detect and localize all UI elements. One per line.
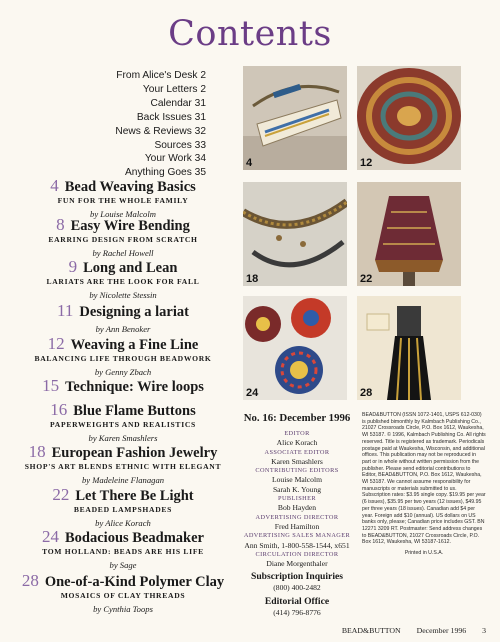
article-subtitle: EARRING DESIGN FROM SCRATCH <box>48 235 198 244</box>
article-entry[interactable] <box>12 377 234 396</box>
masthead-name: Karen Smashlers <box>271 456 323 466</box>
article-heading <box>12 258 234 277</box>
article-subtitle: LARIATS ARE THE LOOK FOR FALL <box>46 277 200 286</box>
article-number: 28 <box>21 571 39 590</box>
article-number: 22 <box>52 485 70 504</box>
masthead-name: Louise Malcolm <box>272 475 322 485</box>
subscription-phone[interactable]: (800) 400-2482 <box>273 583 321 593</box>
toc-page: 34 <box>194 153 206 165</box>
masthead <box>238 412 356 617</box>
article-title: Weaving a Fine Line <box>70 337 199 353</box>
article-subtitle: BEADED LAMPSHADES <box>73 505 173 514</box>
page-title: Contents <box>168 14 332 54</box>
article-number: 15 <box>42 376 60 395</box>
polymer-clay-tassel-photo[interactable] <box>357 296 461 400</box>
toc-label: Calendar <box>150 97 192 109</box>
article-number: 4 <box>50 176 59 195</box>
masthead-role: ADVERTISING SALES MANAGER <box>243 532 351 540</box>
article-number: 9 <box>68 257 78 276</box>
article-title: Technique: Wire loops <box>65 379 204 395</box>
masthead-name: Sarah K. Young <box>272 484 322 494</box>
departments-list <box>74 69 206 180</box>
toc-label: Your Work <box>144 153 192 165</box>
toc-item[interactable] <box>74 139 206 153</box>
masthead-role: PUBLISHER <box>278 495 316 503</box>
toc-label: Sources <box>154 139 192 151</box>
article-byline: by Louise Malcolm <box>90 209 156 219</box>
article-heading <box>12 443 234 462</box>
toc-item[interactable] <box>74 83 206 97</box>
toc-page: 32 <box>194 125 206 137</box>
toc-item[interactable] <box>74 69 206 83</box>
article-number: 16 <box>50 400 68 419</box>
article-entry[interactable] <box>12 401 234 444</box>
toc-page: 2 <box>200 70 206 81</box>
editorial-office-label: Editorial Office <box>264 595 330 607</box>
article-byline: by Ann Benoker <box>95 324 151 334</box>
toc-label: From Alice's Desk <box>116 70 198 81</box>
article-title: Long and Lean <box>83 260 178 276</box>
footer-magazine: BEAD&BUTTON <box>341 626 401 635</box>
issue-label: No. 16: December 1996 <box>243 412 351 424</box>
article-heading <box>12 401 234 420</box>
beaded-necklace-photo[interactable] <box>243 182 347 286</box>
masthead-role: CIRCULATION DIRECTOR <box>255 550 339 558</box>
toc-item[interactable] <box>74 125 206 139</box>
article-byline: by Madeleine Flanagan <box>81 475 165 485</box>
photo-page-number: 22 <box>360 273 373 285</box>
article-number: 18 <box>28 442 46 461</box>
article-heading <box>12 528 234 547</box>
article-subtitle: SHOP'S ART BLENDS ETHNIC WITH ELEGANT <box>24 462 222 471</box>
masthead-name: Diane Morgenthaler <box>266 559 328 569</box>
legal-notice <box>362 412 486 557</box>
photo-page-number: 12 <box>360 157 373 169</box>
masthead-name: Fred Hamilton <box>274 521 320 531</box>
article-title: Let There Be Light <box>75 488 194 504</box>
article-title: European Fashion Jewelry <box>51 445 218 461</box>
subscription-label: Subscription Inquiries <box>251 571 343 583</box>
article-byline: by Karen Smashlers <box>88 433 158 443</box>
article-number: 11 <box>57 301 74 320</box>
article-heading <box>12 486 234 505</box>
article-entry[interactable] <box>12 528 234 571</box>
masthead-name: Ann Smith, 1-800-558-1544, x651 <box>244 540 350 550</box>
photo-page-number: 28 <box>360 387 373 399</box>
article-entry[interactable] <box>12 443 234 486</box>
article-title: Blue Flame Buttons <box>73 403 196 419</box>
toc-page: 35 <box>194 167 206 179</box>
article-heading <box>12 302 234 321</box>
footer-page-number: 3 <box>482 626 486 635</box>
article-title: Bodacious Beadmaker <box>65 530 204 546</box>
article-byline: by Sage <box>109 560 137 570</box>
masthead-name: Alice Korach <box>276 438 318 448</box>
toc-page: 31 <box>194 111 206 123</box>
toc-label: Back Issues <box>136 111 192 123</box>
toc-item[interactable] <box>74 152 206 166</box>
article-subtitle: TOM HOLLAND: BEADS ARE HIS LIFE <box>42 547 204 556</box>
article-title: Bead Weaving Basics <box>64 179 196 195</box>
article-heading <box>12 177 234 196</box>
article-heading <box>12 572 234 591</box>
bead-loom-photo[interactable] <box>243 66 347 170</box>
article-byline: by Alice Korach <box>95 518 151 528</box>
article-entry[interactable] <box>12 302 234 335</box>
article-byline: by Nicolette Stessin <box>89 290 157 300</box>
toc-label: Anything Goes <box>124 167 192 179</box>
article-title: Easy Wire Bending <box>70 218 190 234</box>
masthead-role: ADVERTISING DIRECTOR <box>255 513 339 521</box>
legal-text: BEAD&BUTTON (ISSN 1072-1401, USPS 612-030) is published bimonthly by Kalmbach Publishing Co., 21027 Crossroads Circle, P.O. Box 1612, Waukesha, WI 53187. © 1996, Kalmbach Publishing Co. All rights reserved. Title is registered as trademark. Periodicals postage paid at Waukesha, Wisconsin, and additional offices. This publication may not be reproduced in part or in whole without written permission from the publisher. Please send editorial contributions to Editor, BEAD&BUTTON, P.O. Box 1612, Waukesha, WI 53187. We cannot assume responsibility for manuscripts or materials submitted to us. Subscription rates: $3.95 single copy. $19.95 per year (6 issues), $35.95 per two years (12 issues), $49.95 per three years (18 issues). Canadian add $4 per year. Foreign add $10 (annual). US dollars on US banks only, please; Canadian price includes GST. BN 12271 3209 RT. Postmaster: Send address changes to BEAD&BUTTON, 21027 Crossroads Circle, P.O. Box 1612, Waukesha, WI 53187-1612. <box>362 412 486 546</box>
footer-date: December 1996 <box>416 626 467 635</box>
photo-page-number: 18 <box>246 273 259 285</box>
article-byline: by Genny Zbach <box>94 367 152 377</box>
article-heading <box>12 377 234 396</box>
printed-in: Printed in U.S.A. <box>404 550 444 557</box>
article-number: 8 <box>56 215 65 234</box>
toc-label: Your Letters <box>142 83 198 95</box>
article-number: 12 <box>47 334 65 353</box>
article-entry[interactable] <box>12 572 234 615</box>
toc-label: News & Reviews <box>115 125 192 137</box>
article-number: 24 <box>42 527 60 546</box>
article-byline: by Rachel Howell <box>92 248 154 258</box>
article-entry[interactable] <box>12 177 234 220</box>
masthead-role: CONTRIBUTING EDITORS <box>255 467 339 475</box>
article-heading <box>12 335 234 354</box>
toc-item[interactable] <box>74 111 206 125</box>
article-subtitle: PAPERWEIGHTS AND REALISTICS <box>50 420 196 429</box>
article-subtitle: BALANCING LIFE THROUGH BEADWORK <box>34 354 212 363</box>
page-footer <box>328 626 486 635</box>
article-entry[interactable] <box>12 258 234 301</box>
masthead-role: ASSOCIATE EDITOR <box>264 448 330 456</box>
article-title: One-of-a-Kind Polymer Clay <box>44 574 225 590</box>
article-title: Designing a lariat <box>79 304 189 320</box>
masthead-role: EDITOR <box>284 430 310 437</box>
article-subtitle: FUN FOR THE WHOLE FAMILY <box>57 196 189 205</box>
glass-beads-photo[interactable] <box>243 296 347 400</box>
article-entry[interactable] <box>12 335 234 378</box>
article-subtitle: MOSAICS OF CLAY THREADS <box>60 591 186 600</box>
toc-page: 31 <box>194 97 206 109</box>
article-entry[interactable] <box>12 486 234 529</box>
beaded-lampshade-photo[interactable] <box>357 182 461 286</box>
article-heading <box>12 216 234 235</box>
toc-page: 33 <box>194 139 206 151</box>
masthead-name: Bob Hayden <box>277 503 317 513</box>
article-byline: by Cynthia Toops <box>93 604 153 614</box>
woven-bead-bowl-photo[interactable] <box>357 66 461 170</box>
photo-page-number: 24 <box>246 387 259 399</box>
editorial-office-phone[interactable]: (414) 796-8776 <box>273 607 321 617</box>
toc-page: 2 <box>200 83 206 95</box>
photo-page-number: 4 <box>246 157 253 169</box>
toc-item[interactable] <box>74 97 206 111</box>
article-entry[interactable] <box>12 216 234 259</box>
